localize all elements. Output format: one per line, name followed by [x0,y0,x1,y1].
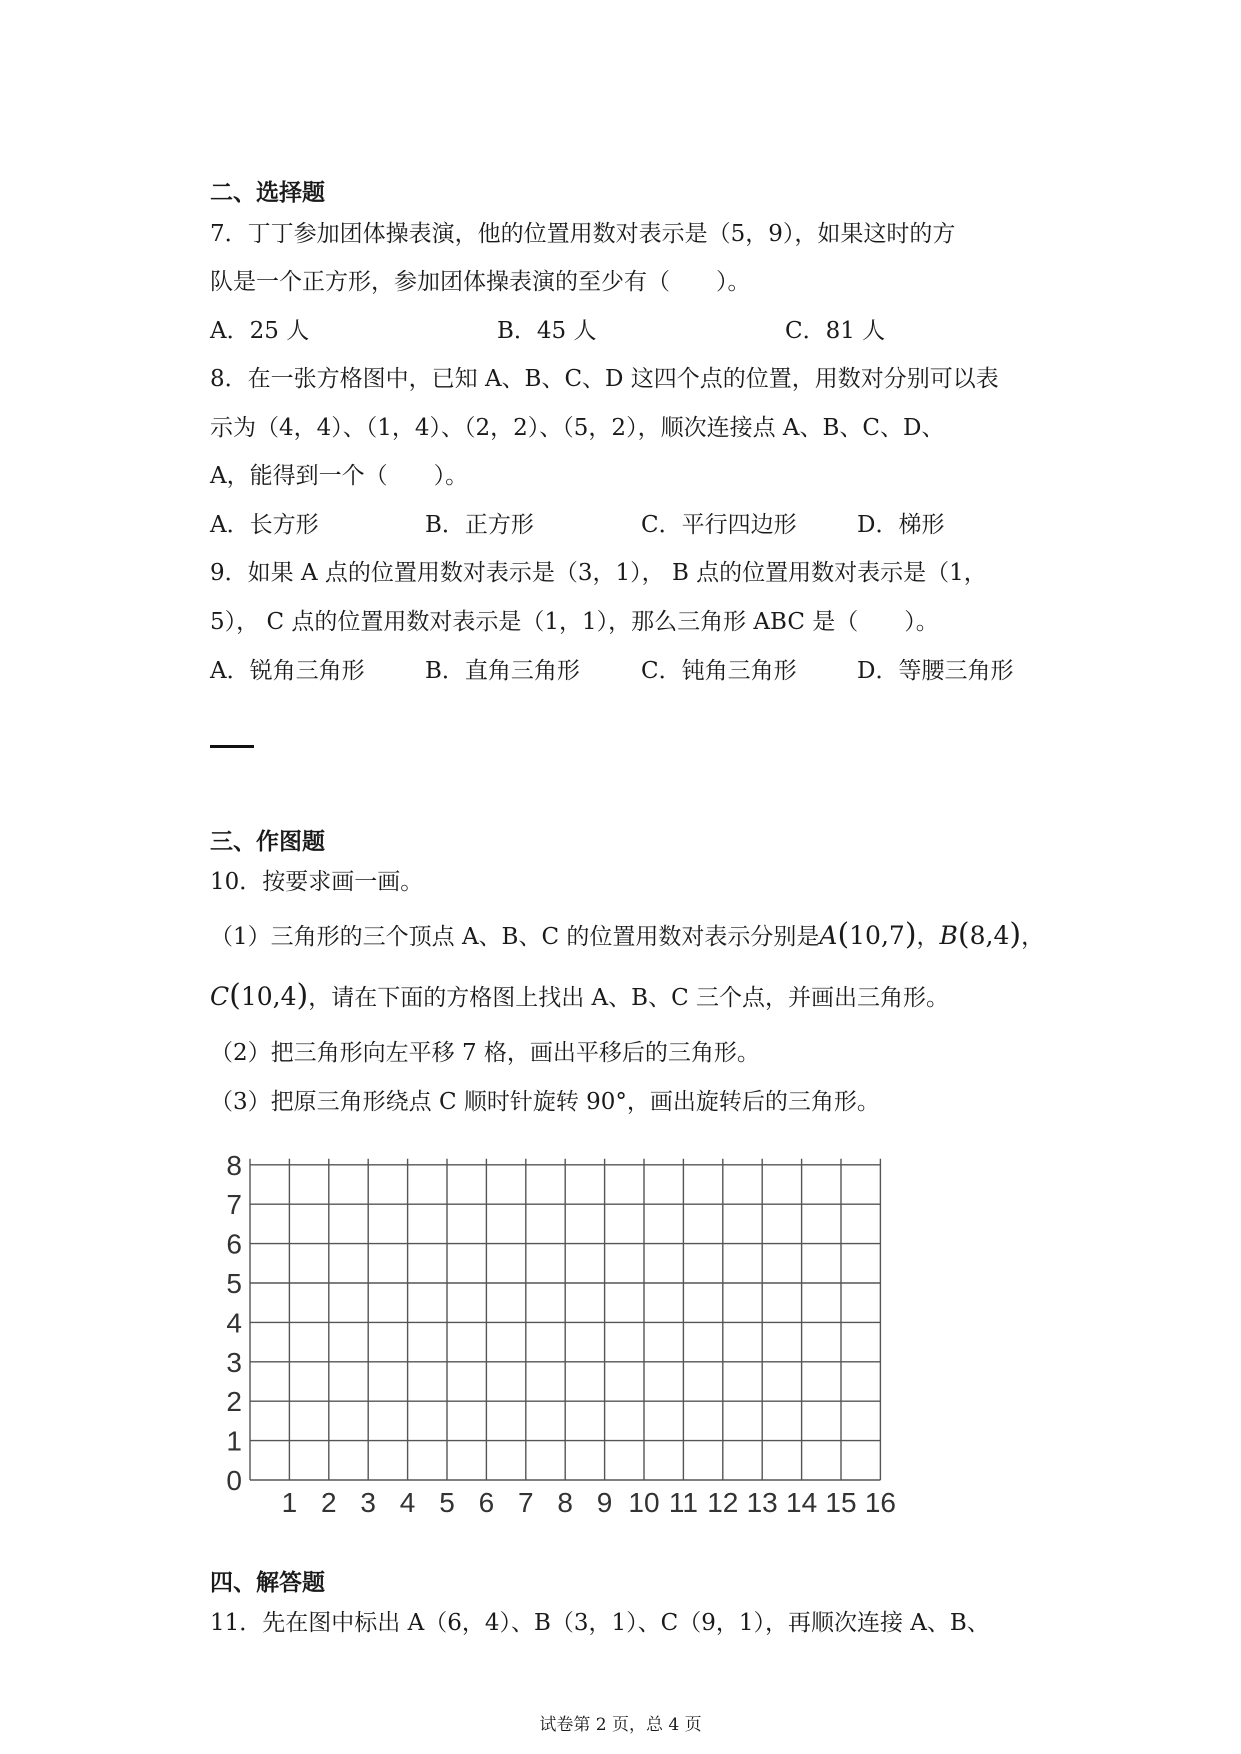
q8-line2: 示为（4，4）、（1，4）、（2，2）、（5，2），顺次连接点 A、B、C、D、 [210,415,945,441]
q10-part1-line1: （1）三角形的三个顶点 A、B、C 的位置用数对表示分别是A(10,7)，B(8,4)， [210,917,1045,952]
q11-line1: 11．先在图中标出 A（6，4）、B（3，1）、C（9，1），再顺次连接 A、B、 [210,1610,990,1636]
grid-x-label: 14 [786,1487,818,1518]
grid-y-label: 4 [226,1307,242,1339]
grid-x-label: 1 [281,1487,298,1518]
q7-option-a: A．25 人 [210,318,310,344]
q7-option-b: B．45 人 [497,318,597,344]
q8-option-a: A．长方形 [210,512,319,538]
q7-line1: 7．丁丁参加团体操表演，他的位置用数对表示是（5，9），如果这时的方 [210,221,956,247]
grid-x-label: 6 [478,1487,495,1518]
q10-part2: （2）把三角形向左平移 7 格，画出平移后的三角形。 [210,1040,760,1066]
grid-x-label: 3 [360,1487,376,1518]
grid-x-label: 12 [707,1487,739,1518]
grid-x-label: 7 [518,1487,534,1518]
q8-option-d: D．梯形 [857,512,945,538]
page-footer: 试卷第 2 页，总 4 页 [539,1715,702,1735]
section-heading-drawing: 三、作图题 [210,829,325,855]
grid-x-label: 11 [668,1487,698,1518]
q9-line1: 9．如果 A 点的位置用数对表示是（3，1）， B 点的位置用数对表示是（1， [210,560,987,586]
grid-x-label: 15 [825,1487,857,1518]
grid-x-label: 13 [746,1487,778,1518]
grid-x-labels [282,1487,896,1518]
grid-y-label: 0 [226,1465,242,1496]
section-heading-answer: 四、解答题 [210,1570,325,1596]
grid-x-label: 10 [628,1487,660,1518]
grid-x-label: 5 [439,1487,455,1518]
q8-option-b: B．正方形 [425,512,534,538]
point-c-expr: C(10,4) [210,978,309,1013]
grid-x-label: 4 [399,1487,416,1518]
q7-option-c: C．81 人 [785,318,886,344]
grid-y-labels [226,1150,242,1496]
grid-x-label: 2 [321,1487,337,1518]
grid-x-label: 9 [596,1487,613,1518]
grid-y-label: 7 [226,1189,242,1221]
q9-option-c: C．钝角三角形 [641,658,797,684]
grid-x-label: 16 [864,1487,896,1518]
q8-line3: A，能得到一个（ ）。 [210,463,469,489]
q9-option-b: B．直角三角形 [425,658,580,684]
q9-line2: 5）， C 点的位置用数对表示是（1，1），那么三角形 ABC 是（ ）。 [210,609,939,635]
q7-line2: 队是一个正方形，参加团体操表演的至少有（ ）。 [210,269,751,295]
q9-option-a: A．锐角三角形 [210,658,365,684]
grid-y-label: 1 [226,1425,242,1457]
grid-x-label: 8 [557,1487,573,1518]
grid-y-label: 2 [226,1386,242,1418]
q8-line1: 8．在一张方格图中，已知 A、B、C、D 这四个点的位置，用数对分别可以表 [210,366,999,392]
section-divider [210,745,254,748]
q8-option-c: C．平行四边形 [641,512,797,538]
point-a-expr: A(10,7) [819,917,917,952]
q9-option-d: D．等腰三角形 [857,658,1014,684]
q10-part1-suffix: ，请在下面的方格图上找出 A、B、C 三个点，并画出三角形。 [308,985,949,1011]
grid-y-label: 6 [226,1228,242,1260]
q10-title: 10．按要求画一画。 [210,869,424,895]
grid-lines [250,1159,880,1480]
grid-y-label: 5 [226,1268,242,1299]
coordinate-grid [215,1140,935,1520]
section-heading-choice: 二、选择题 [210,180,325,206]
q10-part1-prefix: （1）三角形的三个顶点 A、B、C 的位置用数对表示分别是 [210,924,820,950]
grid-y-label: 8 [226,1149,242,1181]
q10-part1-line2 [210,978,949,1013]
grid-y-label: 3 [226,1346,242,1378]
point-b-expr: B(8,4) [939,917,1022,952]
q10-part3: （3）把原三角形绕点 C 顺时针旋转 90°，画出旋转后的三角形。 [210,1089,880,1115]
